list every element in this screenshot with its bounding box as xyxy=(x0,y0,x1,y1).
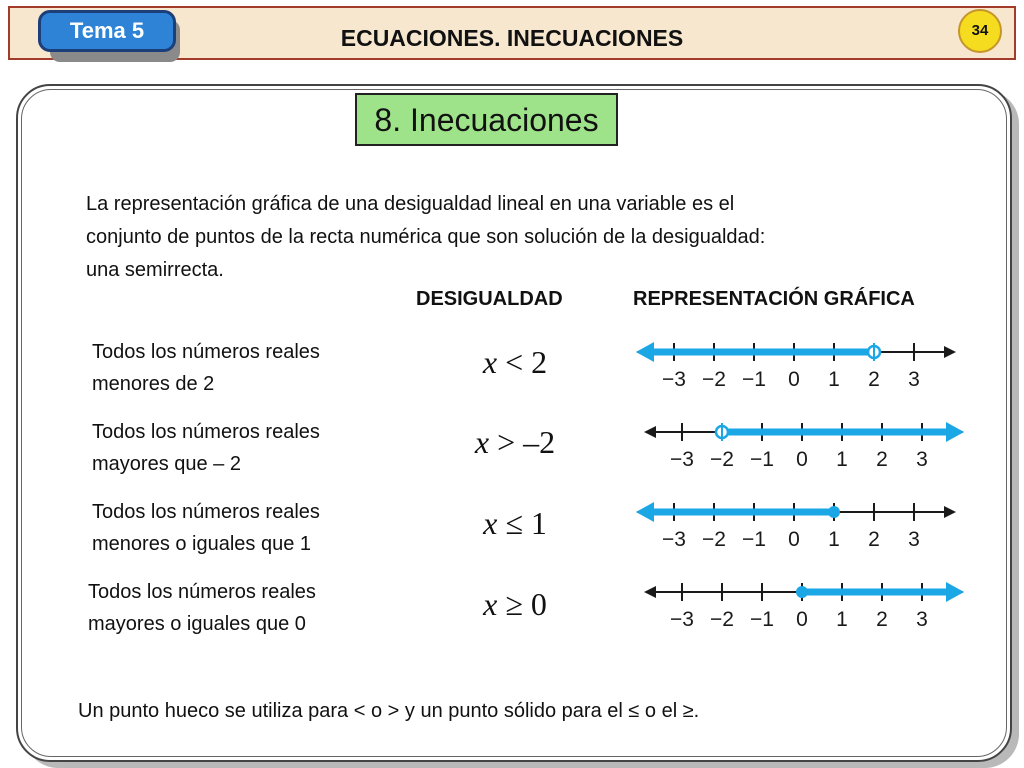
tick-label: 3 xyxy=(916,448,928,471)
tick-label: 2 xyxy=(868,368,880,391)
row-1-operator: < xyxy=(505,344,524,380)
tick-label: −1 xyxy=(742,528,766,551)
row-1-description-line-1: Todos los números reales xyxy=(92,341,320,363)
row-1-description-line-2: menores de 2 xyxy=(92,373,215,395)
row-2-operator: > xyxy=(497,424,516,460)
row-3-description xyxy=(92,496,402,560)
row-4-description-line-2: mayores o iguales que 0 xyxy=(88,613,306,635)
row-1-number-line xyxy=(630,332,970,396)
column-header-representation: REPRESENTACIÓN GRÁFICA xyxy=(633,288,915,310)
tick-label: 1 xyxy=(836,608,848,631)
row-3-inequality xyxy=(440,505,590,542)
axis-arrow-right xyxy=(944,506,956,518)
row-2-inequality xyxy=(440,424,590,461)
tick-label: 1 xyxy=(828,368,840,391)
row-3-operator: ≤ xyxy=(505,505,523,541)
tick-label: −1 xyxy=(750,448,774,471)
axis-arrow-left xyxy=(644,586,656,598)
page-number-badge: 34 xyxy=(958,9,1002,53)
solution-arrow xyxy=(946,422,964,442)
tick-label: −3 xyxy=(670,608,694,631)
row-1-variable: x xyxy=(482,344,498,380)
row-4-constant: 0 xyxy=(530,586,547,622)
header-title: ECUACIONES. INECUACIONES xyxy=(340,25,684,51)
tick-label: −3 xyxy=(670,448,694,471)
row-4-inequality xyxy=(440,586,590,623)
closed-endpoint xyxy=(796,586,808,598)
solution-arrow xyxy=(946,582,964,602)
row-1-inequality xyxy=(440,344,590,381)
row-2-description xyxy=(92,416,402,480)
row-3-number-line xyxy=(630,492,970,556)
row-1-description xyxy=(92,336,402,400)
column-header-inequality: DESIGUALDAD xyxy=(416,288,563,310)
row-4-description-line-1: Todos los números reales xyxy=(88,581,316,603)
row-4-variable: x xyxy=(483,586,498,622)
tick-label: 3 xyxy=(916,608,928,631)
tick-label: 0 xyxy=(796,608,808,631)
tick-label: 0 xyxy=(796,448,808,471)
tick-label: −3 xyxy=(662,368,686,391)
closed-endpoint xyxy=(828,506,840,518)
tick-label: 2 xyxy=(876,448,888,471)
tick-label: 2 xyxy=(876,608,888,631)
intro-line-3: una semirrecta. xyxy=(86,259,224,281)
footer-note: Un punto hueco se utiliza para < o > y un punto sólido para el ≤ o el ≥. xyxy=(78,700,700,722)
tema-badge[interactable]: Tema 5 xyxy=(38,10,176,52)
row-2-variable: x xyxy=(474,424,490,460)
row-4-number-line xyxy=(630,572,970,636)
tick-label: −2 xyxy=(710,608,734,631)
row-3-constant: 1 xyxy=(530,505,547,541)
row-3-description-line-1: Todos los números reales xyxy=(92,501,320,523)
axis-arrow-right xyxy=(944,346,956,358)
tick-label: −2 xyxy=(710,448,734,471)
row-3-description-line-2: menores o iguales que 1 xyxy=(92,533,312,555)
tick-label: −1 xyxy=(742,368,766,391)
tick-label: 2 xyxy=(868,528,880,551)
tick-label: 1 xyxy=(828,528,840,551)
row-4-description xyxy=(88,576,398,640)
solution-arrow xyxy=(636,342,654,362)
tick-label: 1 xyxy=(836,448,848,471)
tick-label: −3 xyxy=(662,528,686,551)
row-4-operator: ≥ xyxy=(505,586,523,622)
row-2-description-line-1: Todos los números reales xyxy=(92,421,320,443)
row-1-constant: 2 xyxy=(531,344,548,380)
tick-label: 0 xyxy=(788,528,800,551)
tick-label: −2 xyxy=(702,368,726,391)
intro-paragraph xyxy=(86,188,966,287)
intro-line-1: La representación gráfica de una desigualdad lineal en una variable es el xyxy=(86,193,735,215)
axis-arrow-left xyxy=(644,426,656,438)
row-2-constant: –2 xyxy=(523,424,556,460)
row-3-variable: x xyxy=(483,505,498,541)
tick-label: 3 xyxy=(908,528,920,551)
tick-label: −2 xyxy=(702,528,726,551)
row-2-description-line-2: mayores que – 2 xyxy=(92,453,241,475)
tick-label: 3 xyxy=(908,368,920,391)
section-title: 8. Inecuaciones xyxy=(355,93,618,146)
intro-line-2: conjunto de puntos de la recta numérica que son solución de la desigualdad: xyxy=(86,226,766,248)
solution-arrow xyxy=(636,502,654,522)
tick-label: −1 xyxy=(750,608,774,631)
tick-label: 0 xyxy=(788,368,800,391)
row-2-number-line xyxy=(630,412,970,476)
